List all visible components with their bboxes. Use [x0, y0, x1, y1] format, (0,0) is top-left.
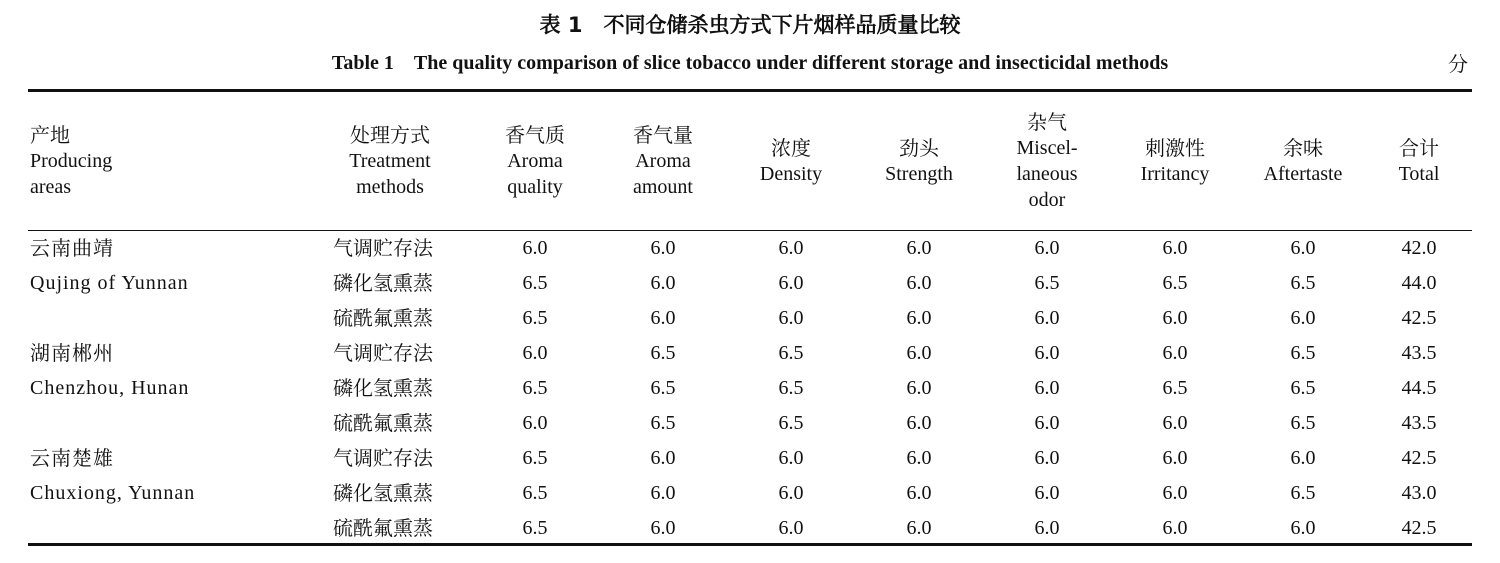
- cell-strength: 6.0: [906, 447, 932, 469]
- cell-aroma-quality: 6.5: [522, 517, 548, 539]
- cell-irritancy: 6.0: [1162, 482, 1188, 504]
- header-treatment-methods: [330, 92, 450, 230]
- cell-irritancy: 6.0: [1162, 342, 1188, 364]
- table-row: [0, 511, 1500, 546]
- header-misc-odor-cn: 杂气: [1027, 110, 1067, 134]
- cell-irritancy: 6.0: [1162, 412, 1188, 434]
- cell-strength: 6.0: [906, 377, 932, 399]
- table-row: [0, 441, 1500, 476]
- table-title-chinese: 表 1 不同仓储杀虫方式下片烟样品质量比较: [539, 13, 961, 37]
- cell-misc-odor: 6.0: [1034, 517, 1060, 539]
- header-total-en: Total: [1398, 163, 1440, 185]
- cell-strength: 6.0: [906, 272, 932, 294]
- cell-aftertaste: 6.0: [1290, 517, 1316, 539]
- cell-total: 42.5: [1401, 307, 1437, 329]
- cell-strength: 6.0: [906, 412, 932, 434]
- header-strength: [859, 92, 979, 230]
- header-density: [731, 92, 851, 230]
- cell-density: 6.5: [778, 377, 804, 399]
- header-producing-areas: [30, 92, 112, 230]
- header-method-en1: Treatment: [349, 150, 431, 172]
- unit-label: 分: [1448, 52, 1468, 76]
- header-aroma-quality: [475, 92, 595, 230]
- cell-strength: 6.0: [906, 482, 932, 504]
- cell-producing-area: Chenzhou, Hunan: [30, 377, 190, 399]
- cell-treatment-method: 磷化氢熏蒸: [333, 376, 433, 400]
- cell-producing-area: 云南曲靖: [30, 236, 114, 260]
- table-row: [0, 476, 1500, 511]
- header-density-en: Density: [759, 163, 823, 185]
- header-miscellaneous-odor: [987, 92, 1107, 230]
- cell-aroma-amount: 6.0: [650, 482, 676, 504]
- cell-total: 44.0: [1401, 272, 1437, 294]
- cell-total: 44.5: [1401, 377, 1437, 399]
- header-aroma-amount-cn: 香气量: [633, 123, 693, 147]
- cell-density: 6.0: [778, 447, 804, 469]
- cell-treatment-method: 气调贮存法: [333, 446, 433, 470]
- cell-aroma-quality: 6.5: [522, 447, 548, 469]
- cell-aftertaste: 6.0: [1290, 447, 1316, 469]
- cell-producing-area: Qujing of Yunnan: [30, 272, 189, 294]
- cell-treatment-method: 磷化氢熏蒸: [333, 481, 433, 505]
- cell-total: 42.0: [1401, 237, 1437, 259]
- cell-aroma-quality: 6.5: [522, 272, 548, 294]
- header-strength-en: Strength: [885, 163, 953, 185]
- header-strength-cn: 劲头: [899, 136, 939, 160]
- cell-irritancy: 6.5: [1162, 377, 1188, 399]
- header-aftertaste-cn: 余味: [1282, 136, 1323, 160]
- cell-aroma-quality: 6.0: [522, 342, 548, 364]
- cell-total: 43.0: [1401, 482, 1437, 504]
- cell-aroma-quality: 6.5: [522, 377, 548, 399]
- cell-aftertaste: 6.5: [1290, 377, 1316, 399]
- table-row: [0, 371, 1500, 406]
- header-area-en1: Producing: [30, 150, 113, 172]
- header-misc-odor-en1: Miscel-: [1016, 137, 1078, 159]
- header-density-cn: 浓度: [771, 136, 811, 160]
- header-method-cn: 处理方式: [349, 123, 430, 147]
- cell-aroma-amount: 6.0: [650, 517, 676, 539]
- header-aroma-amount-en2: amount: [633, 176, 693, 198]
- header-irritancy-cn: 刺激性: [1144, 136, 1205, 160]
- cell-misc-odor: 6.0: [1034, 342, 1060, 364]
- cell-aroma-amount: 6.0: [650, 272, 676, 294]
- cell-strength: 6.0: [906, 342, 932, 364]
- header-irritancy-en: Irritancy: [1140, 163, 1210, 185]
- cell-strength: 6.0: [906, 517, 932, 539]
- cell-misc-odor: 6.0: [1034, 482, 1060, 504]
- cell-treatment-method: 气调贮存法: [333, 341, 433, 365]
- header-aftertaste-en: Aftertaste: [1263, 163, 1343, 185]
- cell-aftertaste: 6.5: [1290, 272, 1316, 294]
- cell-aroma-quality: 6.0: [522, 412, 548, 434]
- cell-aroma-amount: 6.5: [650, 412, 676, 434]
- cell-treatment-method: 磷化氢熏蒸: [333, 271, 433, 295]
- header-irritancy: [1115, 92, 1235, 230]
- cell-treatment-method: 硫酰氟熏蒸: [333, 411, 433, 435]
- header-total: [1359, 92, 1479, 230]
- cell-aroma-amount: 6.0: [650, 237, 676, 259]
- cell-aftertaste: 6.5: [1290, 412, 1316, 434]
- cell-irritancy: 6.0: [1162, 237, 1188, 259]
- header-aroma-quality-cn: 香气质: [505, 123, 565, 147]
- table-row: [0, 336, 1500, 371]
- table-row: [0, 266, 1500, 301]
- cell-producing-area: 云南楚雄: [30, 446, 114, 470]
- cell-density: 6.0: [778, 517, 804, 539]
- cell-aroma-amount: 6.5: [650, 342, 676, 364]
- cell-aroma-amount: 6.0: [650, 447, 676, 469]
- cell-aftertaste: 6.0: [1290, 237, 1316, 259]
- cell-misc-odor: 6.0: [1034, 307, 1060, 329]
- header-area-cn: 产地: [30, 123, 70, 147]
- cell-density: 6.0: [778, 307, 804, 329]
- cell-misc-odor: 6.0: [1034, 412, 1060, 434]
- cell-irritancy: 6.0: [1162, 307, 1188, 329]
- cell-aftertaste: 6.5: [1290, 482, 1316, 504]
- cell-aroma-amount: 6.5: [650, 377, 676, 399]
- cell-density: 6.5: [778, 412, 804, 434]
- cell-misc-odor: 6.0: [1034, 237, 1060, 259]
- table-title-english: Table 1 The quality comparison of slice tobacco under different storage and insecticidal methods: [331, 52, 1169, 74]
- cell-irritancy: 6.0: [1162, 517, 1188, 539]
- cell-aroma-quality: 6.5: [522, 482, 548, 504]
- cell-producing-area: 湖南郴州: [30, 341, 114, 365]
- cell-treatment-method: 气调贮存法: [333, 236, 433, 260]
- cell-aftertaste: 6.0: [1290, 307, 1316, 329]
- table-row: [0, 301, 1500, 336]
- header-aroma-amount: [603, 92, 723, 230]
- cell-misc-odor: 6.0: [1034, 377, 1060, 399]
- header-aroma-amount-en1: Aroma: [635, 150, 691, 172]
- header-method-en2: methods: [356, 176, 424, 198]
- header-total-cn: 合计: [1399, 136, 1439, 160]
- table-row: [0, 406, 1500, 441]
- table-row: [0, 231, 1500, 266]
- cell-irritancy: 6.5: [1162, 272, 1188, 294]
- cell-misc-odor: 6.5: [1034, 272, 1060, 294]
- cell-treatment-method: 硫酰氟熏蒸: [333, 516, 433, 540]
- cell-misc-odor: 6.0: [1034, 447, 1060, 469]
- cell-total: 43.5: [1401, 342, 1437, 364]
- cell-aroma-quality: 6.5: [522, 307, 548, 329]
- header-misc-odor-en3: odor: [1028, 189, 1066, 211]
- cell-strength: 6.0: [906, 307, 932, 329]
- cell-density: 6.0: [778, 482, 804, 504]
- cell-density: 6.0: [778, 272, 804, 294]
- cell-total: 43.5: [1401, 412, 1437, 434]
- cell-treatment-method: 硫酰氟熏蒸: [333, 306, 433, 330]
- header-misc-odor-en2: laneous: [1016, 163, 1078, 185]
- cell-aroma-amount: 6.0: [650, 307, 676, 329]
- cell-producing-area: Chuxiong, Yunnan: [30, 482, 196, 504]
- header-aroma-quality-en1: Aroma: [507, 150, 563, 172]
- header-area-en2: areas: [30, 176, 72, 198]
- cell-density: 6.0: [778, 237, 804, 259]
- header-aftertaste: [1243, 92, 1363, 230]
- cell-density: 6.5: [778, 342, 804, 364]
- cell-strength: 6.0: [906, 237, 932, 259]
- header-aroma-quality-en2: quality: [507, 176, 563, 198]
- cell-total: 42.5: [1401, 447, 1437, 469]
- cell-aroma-quality: 6.0: [522, 237, 548, 259]
- cell-total: 42.5: [1401, 517, 1437, 539]
- cell-aftertaste: 6.5: [1290, 342, 1316, 364]
- cell-irritancy: 6.0: [1162, 447, 1188, 469]
